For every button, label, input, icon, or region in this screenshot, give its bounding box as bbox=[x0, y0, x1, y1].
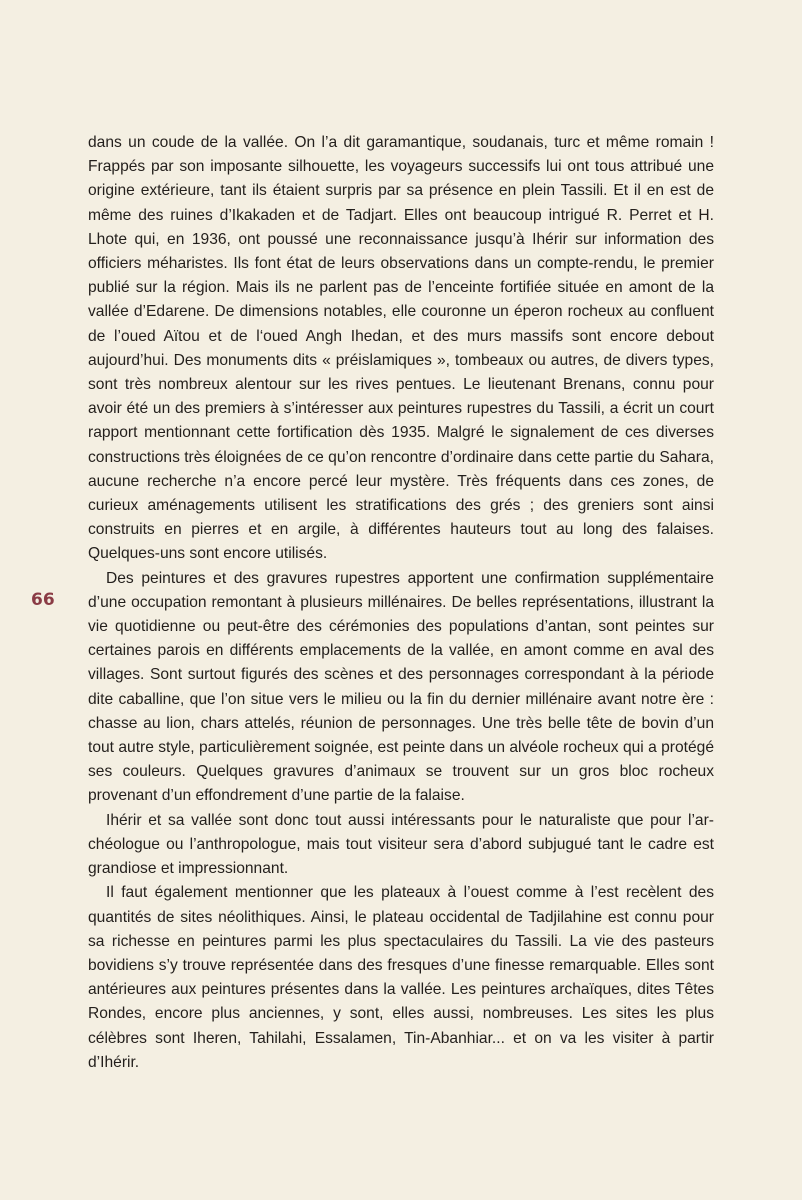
page-number: 66 bbox=[31, 590, 55, 610]
body-text bbox=[88, 131, 714, 1075]
paragraph-4: Il faut également mentionner que les plateaux à l’ouest comme à l’est recèlent des quantités de sites néolithiques. Ainsi, le plateau occidental de Tadjilahine est connu pour sa richesse en peintures parmi les plus spectaculaires du Tassili. La vie des pasteurs bovidiens s’y trouve représentée dans des fresques d’une finesse remarquable. Elles sont antérieures aux peintures présentes dans la vallée. Les peintures archaïques, dites Têtes Rondes, encore plus anciennes, y sont, elles aussi, nombreuses. Les sites les plus célèbres sont Iheren, Tahilahi, Essalamen, Tin-Abanhiar... et on va les visiter à partir d’Ihérir. bbox=[88, 884, 714, 1071]
paragraph-1: dans un coude de la vallée. On l’a dit garamantique, soudanais, turc et même romain ! Frappés par son imposante silhouette, les voyageurs successifs lui ont tous attribué une origine extérieure, tant ils étaient surpris par sa présence en plein Tassili. Et il en est de même des ruines d’Ikakaden et de Tadjart. Elles ont beaucoup intrigué R. Perret et H. Lhote qui, en 1936, ont poussé une reconnaissance jusqu’à Ihérir sur information des officiers méharistes. Ils font état de leurs observations dans un compte-rendu, le premier publié sur la région. Mais ils ne parlent pas de l’enceinte fortifiée située en amont de la vallée d’Edarene. De dimensions notables, elle couronne un éperon rocheux au confluent de l’oued Aïtou et de l‘oued Angh Ihedan, et des murs massifs sont encore debout aujourd’hui. Des monuments dits « préislamiques », tombeaux ou autres, de divers types, sont très nombreux alentour sur les rives pentues. Le lieutenant Brenans, connu pour avoir été un des premiers à s’intéresser aux peintures rupestres du Tassili, a écrit un court rapport mentionnant cette fortification dès 1935. Malgré le signalement de ces diverses constructions très éloignées de ce qu’on rencontre d’ordinaire dans cette partie du Sahara, aucune recherche n’a encore percé leur mystère. Très fréquents dans ces zones, de curieux aménagements utilisent les stratifications des grés ; des greniers sont ainsi construits en pierres et en argile, à différentes hauteurs tout au long des falaises. Quelques-uns sont encore utilisés. bbox=[88, 134, 714, 563]
paragraph-2: Des peintures et des gravures rupestres apportent une confirmation supplémentaire d’une occupation remontant à plusieurs millénaires. De belles représentations, illustrant la vie quotidienne ou peut-être des cérémonies des populations d’antan, sont peintes sur certaines parois en différents emplacements de la vallée, en amont comme en aval des villages. Sont surtout figurés des scènes et des personnages correspondant à la période dite caballine, que l’on situe vers le milieu ou la fin du dernier millénaire avant notre ère : chasse au lion, chars attelés, réunion de personnages. Une très belle tête de bovin d’un tout autre style, particulièrement soignée, est peinte dans un alvéole rocheux qui a protégé ses couleurs. Quelques gravures d’animaux se trouvent sur un gros bloc rocheux provenant d’un effondrement d’une partie de la falaise. bbox=[88, 569, 714, 805]
paragraph-3: Ihérir et sa vallée sont donc tout aussi intéressants pour le naturaliste que pour l’archéologue ou l’anthropologue, mais tout visiteur sera d’abord subjugué tant le cadre est grandiose et impressionnant. bbox=[88, 811, 714, 878]
